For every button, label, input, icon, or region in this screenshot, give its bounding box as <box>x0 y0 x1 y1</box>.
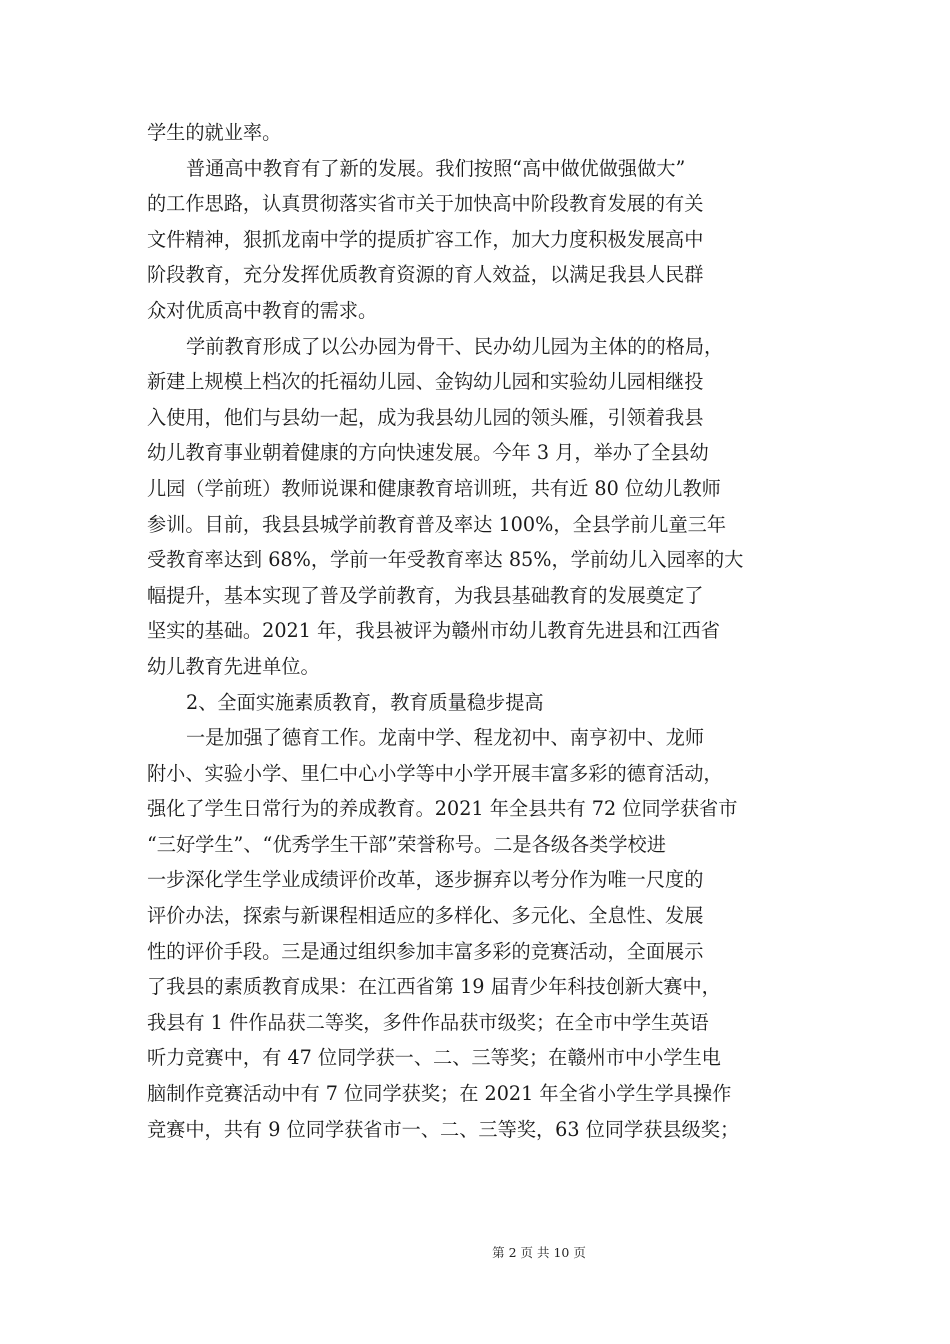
text-line: 性的评价手段。三是通过组织参加丰富多彩的竞赛活动，全面展示 <box>147 939 704 963</box>
text-line: 听力竞赛中，有 47 位同学获一、二、三等奖；在赣州市中小学生电 <box>147 1046 721 1070</box>
text-line: 阶段教育，充分发挥优质教育资源的育人效益，以满足我县人民群 <box>147 263 704 287</box>
page-number: 第 2 页 共 10 页 <box>492 1245 586 1260</box>
text-line: 普通高中教育有了新的发展。我们按照“高中做优做强做大” <box>186 156 686 180</box>
text-line: 我县有 1 件作品获二等奖，多件作品获市级奖；在全市中学生英语 <box>147 1010 709 1034</box>
text-line: 脑制作竞赛活动中有 7 位同学获奖；在 2021 年全省小学生学具操作 <box>147 1082 732 1106</box>
text-line: 强化了学生日常行为的养成教育。2021 年全县共有 72 位同学获省市 <box>147 797 738 821</box>
text-line: 学前教育形成了以公办园为骨干、民办幼儿园为主体的的格局， <box>186 334 724 358</box>
text-line: 众对优质高中教育的需求。 <box>147 298 378 322</box>
section-heading: 2、全面实施素质教育，教育质量稳步提高 <box>186 690 544 714</box>
text-line: 学生的就业率。 <box>147 121 282 144</box>
text-line: 的工作思路，认真贯彻落实省市关于加快高中阶段教育发展的有关 <box>147 192 704 216</box>
text-line: 幼儿教育先进单位。 <box>147 654 320 678</box>
text-line: 儿园（学前班）教师说课和健康教育培训班，共有近 80 位幼儿教师 <box>147 476 721 500</box>
text-line: 一是加强了德育工作。龙南中学、程龙初中、南亨初中、龙师 <box>186 726 705 750</box>
text-line: “三好学生”、“优秀学生干部”荣誉称号。二是各级各类学校进 <box>147 832 666 856</box>
text-line: 竞赛中，共有 9 位同学获省市一、二、三等奖，63 位同学获县级奖； <box>147 1117 740 1141</box>
text-line: 入使用，他们与县幼一起，成为我县幼儿园的领头雁，引领着我县 <box>147 405 704 429</box>
text-line: 幼儿教育事业朝着健康的方向快速发展。今年 3 月，举办了全县幼 <box>147 441 709 465</box>
text-line: 附小、实验小学、里仁中心小学等中小学开展丰富多彩的德育活动， <box>147 761 723 785</box>
text-line: 一步深化学生学业成绩评价改革，逐步摒弃以考分作为唯一尺度的 <box>147 868 704 892</box>
text-line: 评价办法，探索与新课程相适应的多样化、多元化、全息性、发展 <box>147 904 704 928</box>
text-line: 新建上规模上档次的托福幼儿园、金钩幼儿园和实验幼儿园相继投 <box>147 370 704 394</box>
text-line: 坚实的基础。2021 年，我县被评为赣州市幼儿教育先进县和江西省 <box>147 619 720 643</box>
text-line: 文件精神，狠抓龙南中学的提质扩容工作，加大力度积极发展高中 <box>147 227 704 251</box>
text-line: 了我县的素质教育成果：在江西省第 19 届青少年科技创新大赛中， <box>147 975 721 999</box>
text-line: 参训。目前，我县县城学前教育普及率达 100%，全县学前儿童三年 <box>147 512 727 536</box>
document-body <box>147 115 807 1147</box>
text-line: 受教育率达到 68%，学前一年受教育率达 85%，学前幼儿入园率的大 <box>147 548 744 572</box>
text-line: 幅提升，基本实现了普及学前教育，为我县基础教育的发展奠定了 <box>147 583 704 607</box>
